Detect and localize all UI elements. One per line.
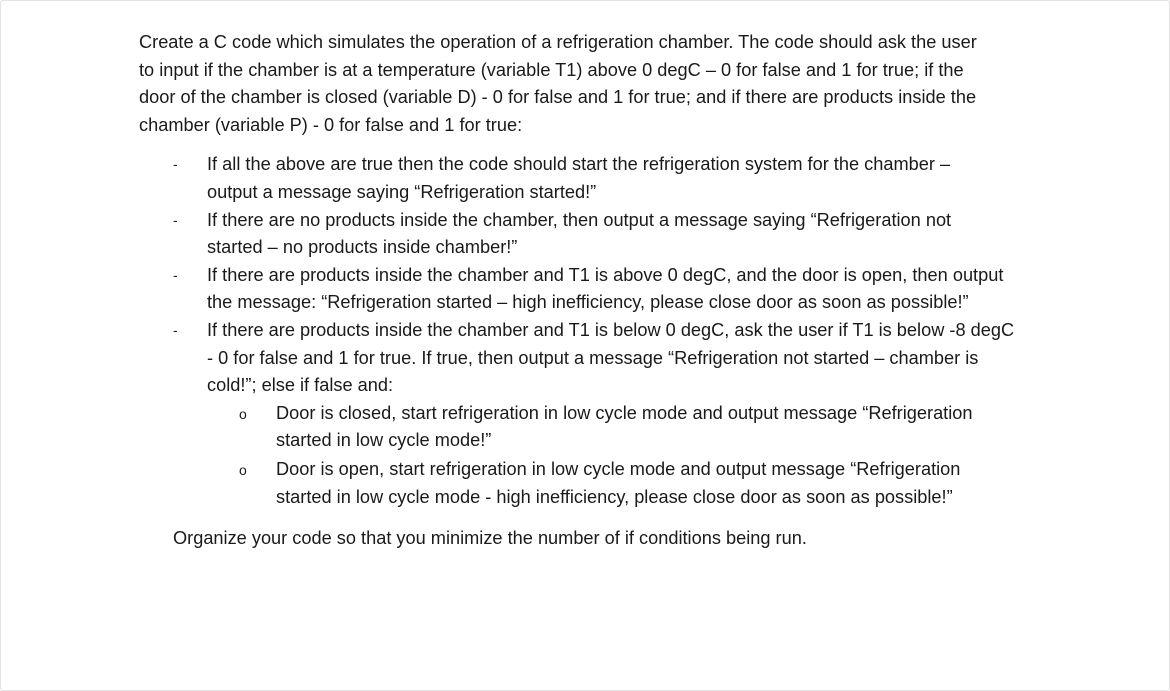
dash-bullet-icon: - [173,321,178,338]
list-item [139,262,1059,317]
sub-list [207,400,1059,511]
dash-bullet-icon: - [173,211,178,228]
list-item-line: If there are no products inside the chamber, then output a message saying “Refrigeration not [207,209,952,230]
intro-paragraph [139,29,1059,139]
list-item-line: started – no products inside chamber!” [207,237,518,258]
list-item [139,317,1059,511]
intro-line: to input if the chamber is at a temperature (variable T1) above 0 degC – 0 for false and 1 for true; if the [139,59,964,80]
intro-line: Create a C code which simulates the operation of a refrigeration chamber. The code should ask the user [139,32,977,52]
closing-instruction: Organize your code so that you minimize the number of if conditions being run. [173,528,807,549]
intro-line: door of the chamber is closed (variable D) - 0 for false and 1 for true; and if there are products inside the [139,87,977,108]
sub-list-item-line: Door is closed, start refrigeration in low cycle mode and output message “Refrigeration [276,402,973,423]
list-item-line: the message: “Refrigeration started – high inefficiency, please close door as soon as possible!” [207,292,969,313]
circle-bullet-icon: o [239,461,247,478]
sub-list-item-line: started in low cycle mode!” [276,430,492,451]
list-item [139,207,1059,262]
list-item-line: - 0 for false and 1 for true. If true, then output a message “Refrigeration not started – chamber is [207,347,979,368]
circle-bullet-icon: o [239,405,247,422]
dash-bullet-icon: - [173,266,178,283]
list-item-line: If all the above are true then the code should start the refrigeration system for the chamber – [207,154,951,175]
list-item-line: If there are products inside the chamber and T1 is below 0 degC, ask the user if T1 is below -8 degC [207,319,1015,340]
dash-bullet-icon: - [173,156,178,173]
sub-list-item [139,400,1059,455]
sub-list-item-line: started in low cycle mode - high inefficiency, please close door as soon as possible!” [276,486,953,507]
sub-list-item-line: Door is open, start refrigeration in low cycle mode and output message “Refrigeration [276,458,961,479]
document-body [139,29,1059,553]
list-item [139,151,1059,206]
intro-line: chamber (variable P) - 0 for false and 1 for true: [139,114,523,135]
requirements-list [139,151,1059,511]
list-item-line: cold!”; else if false and: [207,375,394,396]
list-item-line: output a message saying “Refrigeration started!” [207,181,597,202]
list-item-line: If there are products inside the chamber and T1 is above 0 degC, and the door is open, then output [207,264,1004,285]
sub-list-item [139,456,1059,511]
